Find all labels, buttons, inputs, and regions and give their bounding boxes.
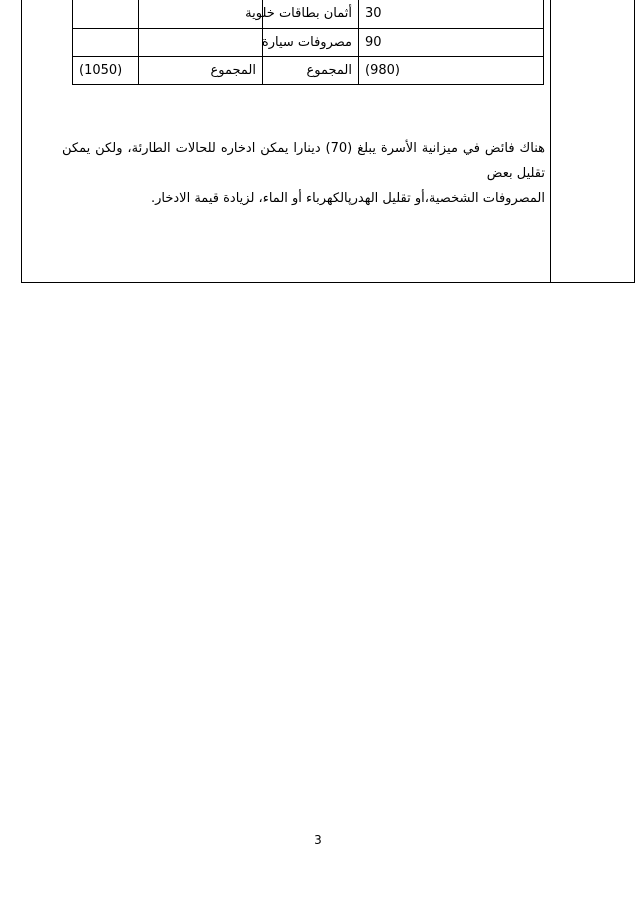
- side-column-divider: [550, 0, 551, 282]
- expense-total-value: (980): [359, 56, 544, 84]
- income-value-cell: [73, 0, 139, 28]
- income-value-cell: [73, 28, 139, 56]
- income-label-cell: [139, 0, 263, 28]
- expense-value-cell: 90: [359, 28, 544, 56]
- conclusion-paragraph: [62, 136, 545, 211]
- income-label-cell: [139, 28, 263, 56]
- income-total-value: (1050): [73, 56, 139, 84]
- page-number: 3: [314, 833, 322, 847]
- paragraph-line-1: هناك فائض في ميزانية الأسرة يبلغ (70) دينارا يمكن ادخاره للحالات الطارئة، ولكن يمكن تقليل بعض: [62, 141, 545, 181]
- paragraph-line-2: المصروفات الشخصية،أو تقليل الهدرپالكهرباء أو الماء، لزيادة قيمة الادخار.: [150, 191, 545, 206]
- expense-value-cell: 30: [359, 0, 544, 28]
- table-row: [73, 0, 544, 28]
- answer-box: [21, 0, 635, 283]
- budget-table: [72, 0, 544, 85]
- expense-label-cell: أثمان بطاقات خلوية: [263, 0, 359, 28]
- expense-total-label: المجموع: [263, 56, 359, 84]
- expense-label-cell: مصروفات سيارة: [263, 28, 359, 56]
- table-row: [73, 28, 544, 56]
- table-row-total: [73, 56, 544, 84]
- income-total-label: المجموع: [139, 56, 263, 84]
